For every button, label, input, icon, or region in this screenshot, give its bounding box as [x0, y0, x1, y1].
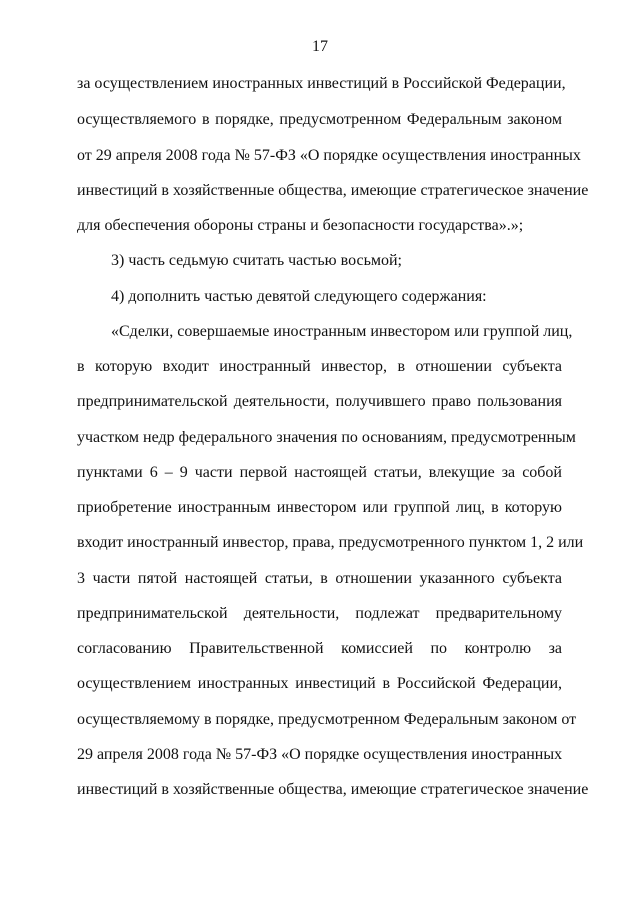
- page-number: 17: [312, 38, 328, 55]
- text-line: согласованию Правительственной комиссией по контролю за: [77, 640, 562, 657]
- text-line: пунктами 6 – 9 части первой настоящей статьи, влекущие за собой: [77, 464, 562, 481]
- text-line: инвестиций в хозяйственные общества, имеющие стратегическое значение: [77, 182, 589, 199]
- text-line: для обеспечения обороны страны и безопасности государства».»;: [77, 217, 524, 234]
- text-line: «Сделки, совершаемые иностранным инвестором или группой лиц,: [111, 323, 573, 340]
- text-line: осуществляемого в порядке, предусмотренном Федеральным законом: [77, 111, 562, 128]
- text-line: осуществляемому в порядке, предусмотренном Федеральным законом от: [77, 711, 577, 728]
- text-line: от 29 апреля 2008 года № 57-ФЗ «О порядке осуществления иностранных: [77, 147, 581, 164]
- text-line: входит иностранный инвестор, права, предусмотренного пунктом 1, 2 или: [77, 534, 584, 551]
- text-line: в которую входит иностранный инвестор, в отношении субъекта: [77, 358, 562, 375]
- text-line: осуществлением иностранных инвестиций в Российской Федерации,: [77, 675, 562, 692]
- text-line: участком недр федерального значения по основаниям, предусмотренным: [77, 429, 576, 446]
- text-line: 3 части пятой настоящей статьи, в отношении указанного субъекта: [77, 570, 562, 587]
- text-line: 3) часть седьмую считать частью восьмой;: [111, 252, 402, 269]
- text-line: инвестиций в хозяйственные общества, имеющие стратегическое значение: [77, 781, 589, 798]
- text-line: предпринимательской деятельности, получившего право пользования: [77, 393, 562, 410]
- text-line: 4) дополнить частью девятой следующего содержания:: [111, 288, 487, 305]
- text-line: 29 апреля 2008 года № 57-ФЗ «О порядке осуществления иностранных: [77, 746, 563, 763]
- text-line: предпринимательской деятельности, подлежат предварительному: [77, 605, 562, 622]
- text-line: приобретение иностранным инвестором или группой лиц, в которую: [77, 499, 562, 516]
- text-line: за осуществлением иностранных инвестиций в Российской Федерации,: [77, 75, 566, 92]
